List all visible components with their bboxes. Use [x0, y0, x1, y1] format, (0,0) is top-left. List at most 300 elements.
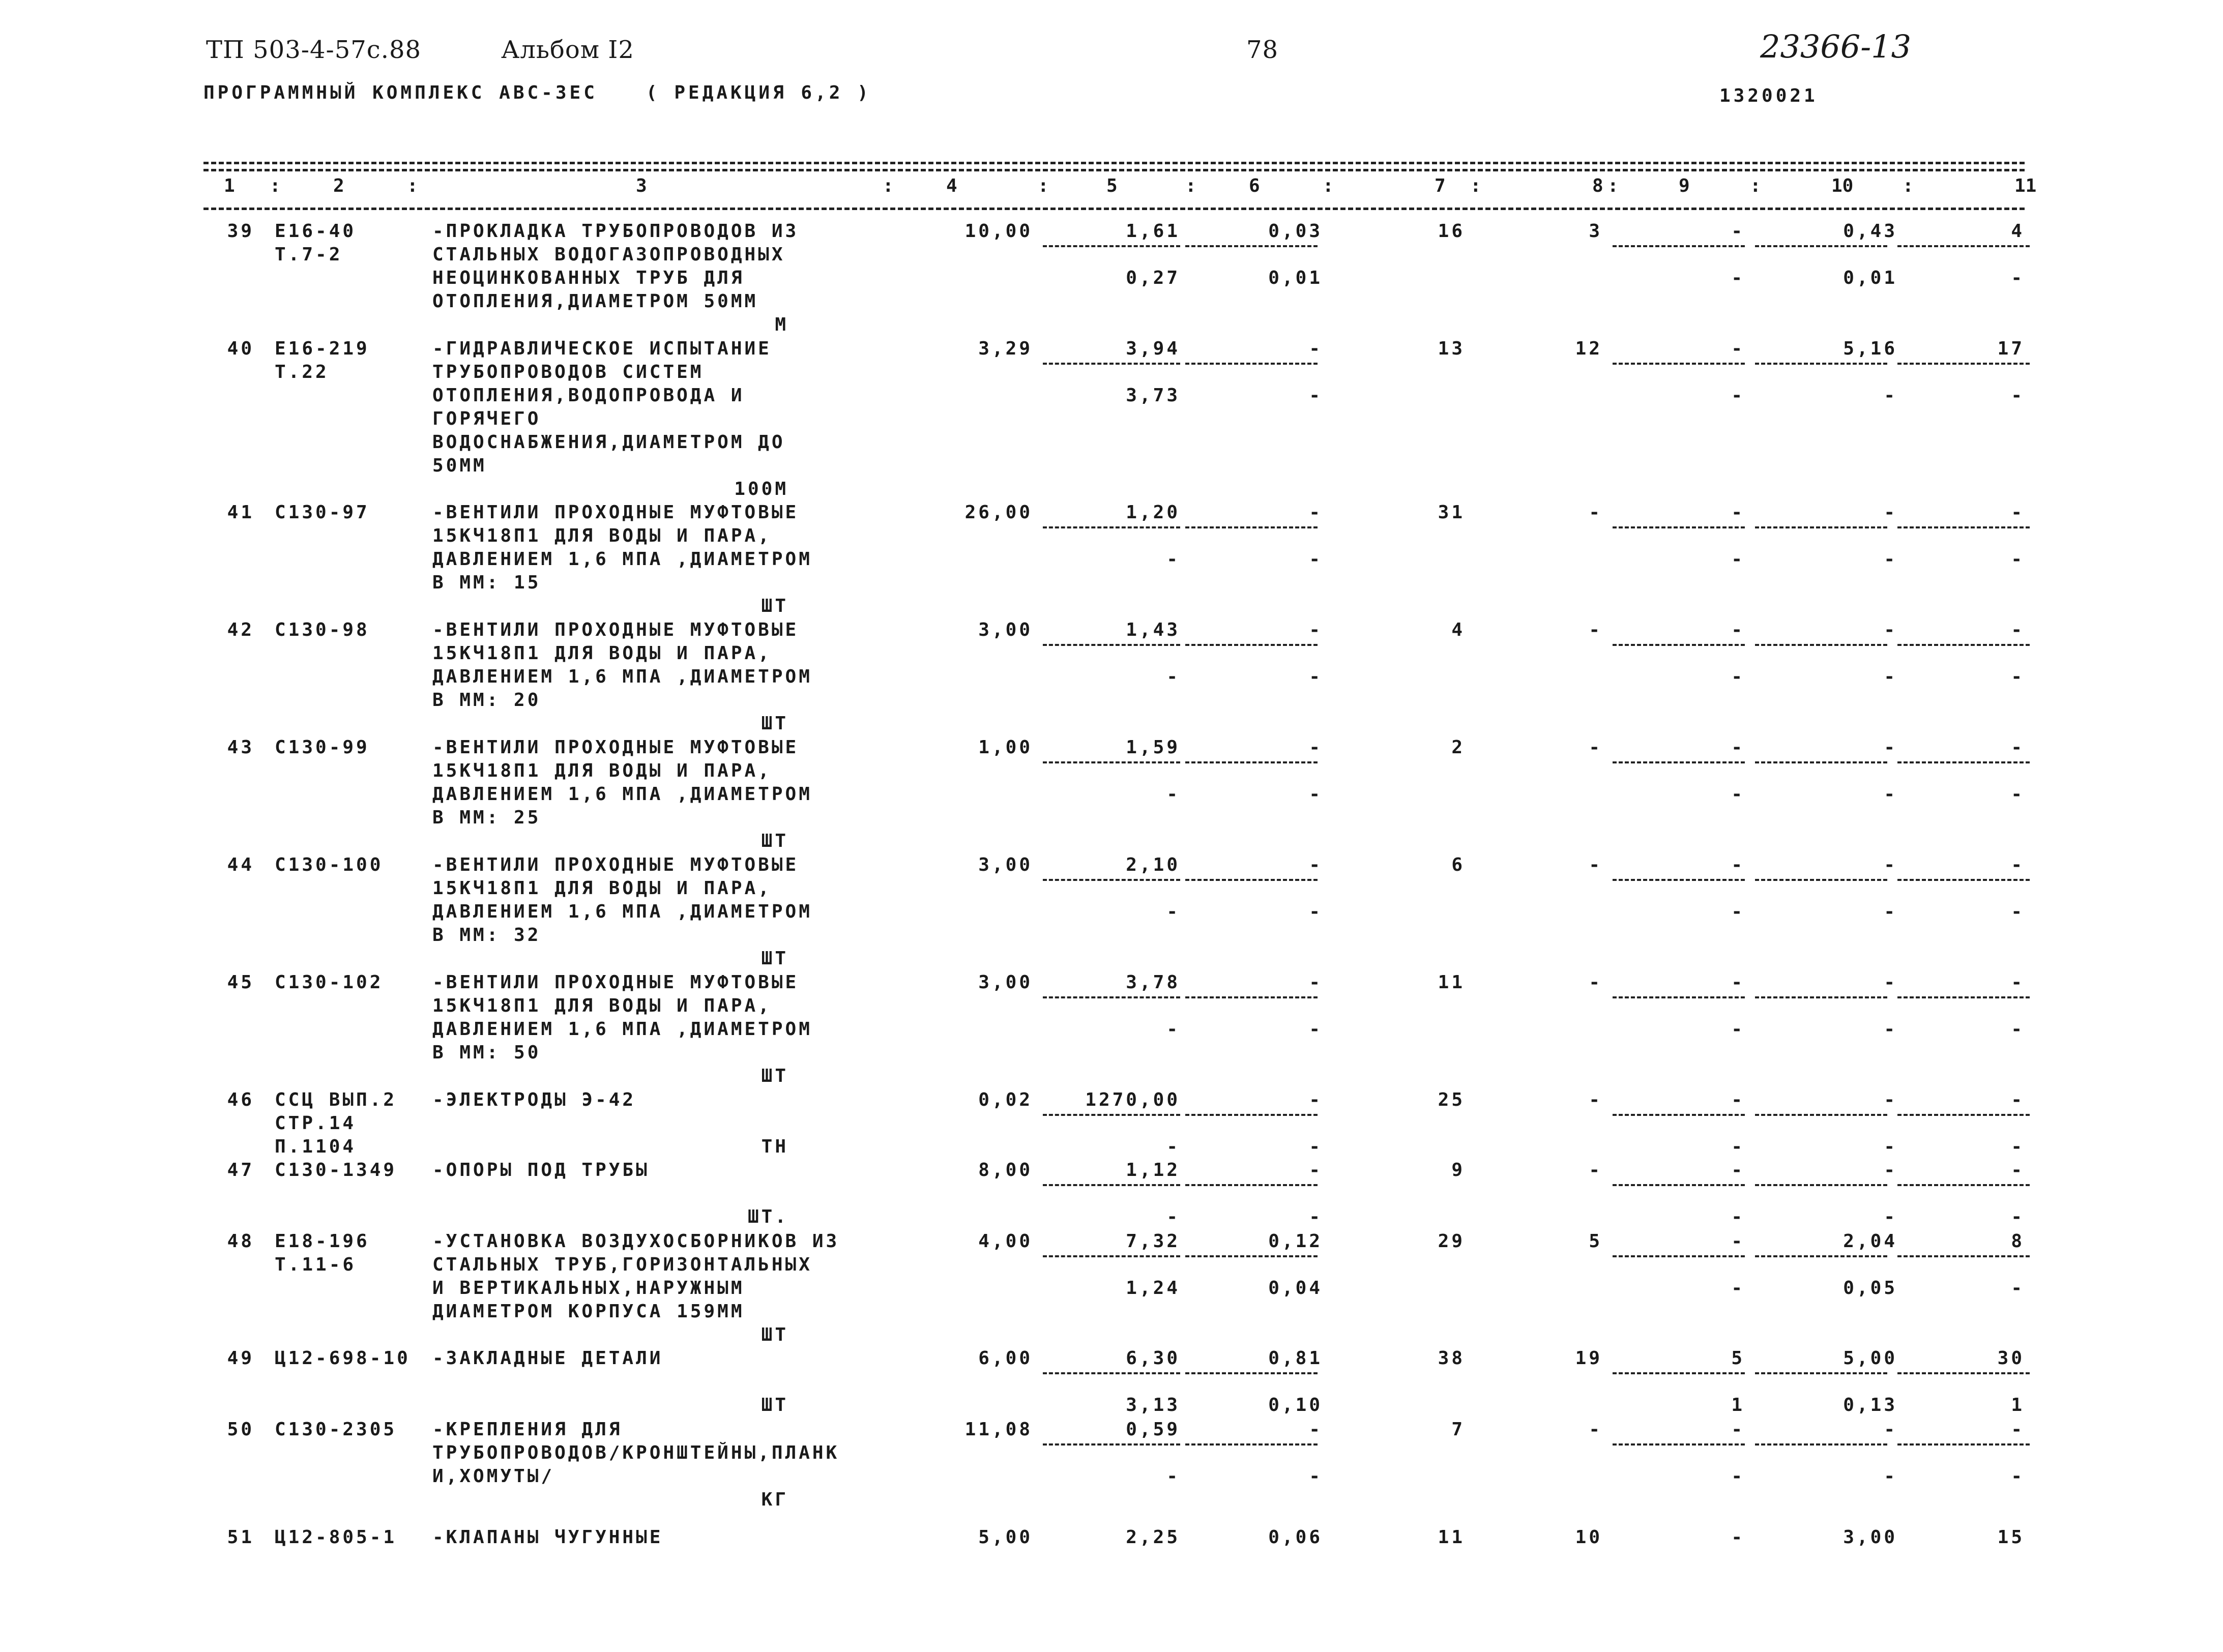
cell-col9: -	[1731, 1160, 1745, 1181]
row-description: -УСТАНОВКА ВОЗДУХОСБОРНИКОВ ИЗ	[432, 1231, 840, 1252]
row-description: -ЭЛЕКТРОДЫ Э-42	[432, 1089, 636, 1110]
row-unit: ШТ	[761, 713, 788, 734]
row-unit: ШТ	[761, 1066, 788, 1086]
row-description: ТРУБОПРОВОДОВ СИСТЕМ	[432, 362, 704, 382]
cell-col9: 5	[1731, 1348, 1745, 1369]
sub-row-divider	[1043, 1372, 1180, 1374]
cell-col11: 30	[1997, 1348, 2025, 1369]
row-description: ОТОПЛЕНИЯ,ДИАМЕТРОМ 50ММ	[432, 291, 758, 312]
row-description: -ВЕНТИЛИ ПРОХОДНЫЕ МУФТОВЫЕ	[432, 502, 799, 523]
cell-col8: -	[1589, 737, 1602, 758]
cell-col5: -	[1166, 549, 1180, 570]
row-description: ДИАМЕТРОМ КОРПУСА 159ММ	[432, 1301, 745, 1322]
cell-col10: 0,01	[1843, 268, 1897, 288]
cell-col10: -	[1884, 901, 1897, 922]
cell-col5: -	[1166, 1136, 1180, 1157]
row-number: 40	[227, 338, 254, 359]
row-description: СТАЛЬНЫХ ВОДОГАЗОПРОВОДНЫХ	[432, 244, 785, 265]
row-description: ДАВЛЕНИЕМ 1,6 МПА ,ДИАМЕТРОМ	[432, 666, 812, 687]
cell-col7: 31	[1438, 502, 1465, 523]
cell-col6: -	[1309, 549, 1323, 570]
cell-col11: -	[2011, 901, 2025, 922]
cell-quantity: 5,00	[978, 1527, 1033, 1548]
cell-col11: -	[2011, 502, 2025, 523]
column-separator: :	[1750, 175, 1761, 196]
cell-col10: -	[1884, 1019, 1897, 1040]
cell-col5: 7,32	[1126, 1231, 1180, 1252]
cell-col5: 0,27	[1126, 268, 1180, 288]
cell-col7: 2	[1451, 737, 1465, 758]
column-separator: :	[270, 175, 281, 196]
cell-col11: -	[2011, 1466, 2025, 1487]
sub-row-divider	[1755, 526, 1887, 528]
row-code: Т.11-6	[275, 1254, 357, 1275]
cell-col6: -	[1309, 901, 1323, 922]
sub-row-divider	[1897, 879, 2030, 881]
cell-col6: -	[1309, 1160, 1323, 1181]
row-unit: М	[775, 314, 788, 335]
cell-col5: 1,43	[1126, 620, 1180, 640]
row-code: Е16-40	[275, 221, 357, 242]
cell-col5: -	[1166, 1019, 1180, 1040]
sub-row-divider	[1185, 644, 1318, 646]
cell-col6: 0,10	[1268, 1395, 1323, 1415]
cell-col10: 0,43	[1843, 221, 1897, 242]
cell-col6: 0,03	[1268, 221, 1323, 242]
cell-col6: 0,04	[1268, 1278, 1323, 1299]
sub-row-divider	[1043, 644, 1180, 646]
sub-row-divider	[1185, 1184, 1318, 1186]
row-number: 41	[227, 502, 254, 523]
cell-col8: -	[1589, 1160, 1602, 1181]
header-bottom-rule	[203, 208, 2025, 210]
cell-col6: -	[1309, 972, 1323, 993]
cell-col5: 1,20	[1126, 502, 1180, 523]
sub-row-divider	[1613, 363, 1745, 365]
sub-row-divider	[1755, 1114, 1887, 1116]
cell-col11: 8	[2011, 1231, 2025, 1252]
column-separator: :	[1903, 175, 1914, 196]
cell-col6: -	[1309, 620, 1323, 640]
cell-col5: 1,61	[1126, 221, 1180, 242]
cell-col9: -	[1731, 1527, 1745, 1548]
row-code: Е18-196	[275, 1231, 370, 1252]
sub-row-divider	[1043, 363, 1180, 365]
cell-col9: -	[1731, 221, 1745, 242]
program-name: ПРОГРАММНЫЙ КОМПЛЕКС АВС-3ЕС	[203, 82, 598, 103]
sub-row-divider	[1613, 1184, 1745, 1186]
cell-col6: 0,12	[1268, 1231, 1323, 1252]
cell-col9: -	[1731, 901, 1745, 922]
cell-col6: -	[1309, 385, 1323, 406]
sub-row-divider	[1755, 879, 1887, 881]
sub-row-divider	[1897, 1372, 2030, 1374]
cell-col11: -	[2011, 1278, 2025, 1299]
cell-col9: 1	[1731, 1395, 1745, 1415]
row-code: С130-102	[275, 972, 384, 993]
sub-row-divider	[1043, 1255, 1180, 1257]
cell-col5: -	[1166, 666, 1180, 687]
row-description: ОТОПЛЕНИЯ,ВОДОПРОВОДА И	[432, 385, 745, 406]
cell-quantity: 1,00	[978, 737, 1033, 758]
album-label: Альбом I2	[501, 36, 634, 64]
cell-col8: -	[1589, 1089, 1602, 1110]
column-separator: :	[883, 175, 894, 196]
row-unit: ШТ	[761, 948, 788, 969]
cell-col11: -	[2011, 1089, 2025, 1110]
row-description: -ГИДРАВЛИЧЕСКОЕ ИСПЫТАНИЕ	[432, 338, 772, 359]
row-description: -КРЕПЛЕНИЯ ДЛЯ	[432, 1419, 623, 1440]
document-id: 1320021	[1719, 85, 1818, 106]
sub-row-divider	[1185, 245, 1318, 247]
row-description: ГОРЯЧЕГО	[432, 408, 541, 429]
cell-col10: -	[1884, 620, 1897, 640]
cell-col10: -	[1884, 854, 1897, 875]
row-description: В ММ: 15	[432, 572, 541, 593]
cell-col10: -	[1884, 502, 1897, 523]
cell-col9: -	[1731, 385, 1745, 406]
table-top-rule-2	[203, 169, 2025, 171]
cell-quantity: 3,00	[978, 972, 1033, 993]
row-code: Т.7-2	[275, 244, 343, 265]
row-unit: КГ	[761, 1489, 788, 1510]
sub-row-divider	[1897, 1114, 2030, 1116]
column-header-11: 11	[2014, 175, 2037, 196]
cell-col10: -	[1884, 1089, 1897, 1110]
cell-col11: -	[2011, 972, 2025, 993]
cell-col10: 2,04	[1843, 1231, 1897, 1252]
cell-col11: -	[2011, 784, 2025, 805]
sub-row-divider	[1755, 1184, 1887, 1186]
sub-row-divider	[1613, 644, 1745, 646]
cell-col7: 11	[1438, 1527, 1465, 1548]
sub-row-divider	[1897, 1184, 2030, 1186]
row-description: 15КЧ18П1 ДЛЯ ВОДЫ И ПАРА,	[432, 878, 772, 899]
column-header-2: 2	[333, 175, 344, 196]
cell-col11: 17	[1997, 338, 2025, 359]
sub-row-divider	[1755, 245, 1887, 247]
row-code: С130-97	[275, 502, 370, 523]
cell-col8: 19	[1575, 1348, 1602, 1369]
cell-col9: -	[1731, 1206, 1745, 1227]
row-description: НЕОЦИНКОВАННЫХ ТРУБ ДЛЯ	[432, 268, 745, 288]
cell-quantity: 4,00	[978, 1231, 1033, 1252]
cell-col5: -	[1166, 901, 1180, 922]
sub-row-divider	[1043, 996, 1180, 998]
cell-col9: -	[1731, 1278, 1745, 1299]
column-header-6: 6	[1249, 175, 1260, 196]
sub-row-divider	[1755, 363, 1887, 365]
column-header-7: 7	[1435, 175, 1446, 196]
row-description: 15КЧ18П1 ДЛЯ ВОДЫ И ПАРА,	[432, 995, 772, 1016]
cell-quantity: 8,00	[978, 1160, 1033, 1181]
cell-col9: -	[1731, 1466, 1745, 1487]
cell-col8: -	[1589, 502, 1602, 523]
row-number: 49	[227, 1348, 254, 1369]
cell-quantity: 0,02	[978, 1089, 1033, 1110]
row-unit: ШТ	[761, 1395, 788, 1415]
cell-col10: -	[1884, 1206, 1897, 1227]
row-description: -ВЕНТИЛИ ПРОХОДНЫЕ МУФТОВЫЕ	[432, 972, 799, 993]
row-number: 44	[227, 854, 254, 875]
sub-row-divider	[1755, 996, 1887, 998]
row-unit: ШТ	[761, 1324, 788, 1345]
sub-row-divider	[1613, 1114, 1745, 1116]
sub-row-divider	[1897, 1443, 2030, 1446]
cell-col5: 2,10	[1126, 854, 1180, 875]
column-separator: :	[1607, 175, 1619, 196]
cell-col10: -	[1884, 385, 1897, 406]
cell-col8: 3	[1589, 221, 1602, 242]
cell-col11: -	[2011, 549, 2025, 570]
row-description: -ЗАКЛАДНЫЕ ДЕТАЛИ	[432, 1348, 663, 1369]
cell-col7: 11	[1438, 972, 1465, 993]
cell-quantity: 10,00	[964, 221, 1033, 242]
sub-row-divider	[1185, 879, 1318, 881]
sub-row-divider	[1043, 761, 1180, 763]
sub-row-divider	[1185, 1443, 1318, 1446]
sub-row-divider	[1185, 761, 1318, 763]
sub-row-divider	[1613, 245, 1745, 247]
row-description: СТАЛЬНЫХ ТРУБ,ГОРИЗОНТАЛЬНЫХ	[432, 1254, 812, 1275]
sub-row-divider	[1185, 1114, 1318, 1116]
sub-row-divider	[1613, 1372, 1745, 1374]
row-number: 39	[227, 221, 254, 242]
column-header-1: 1	[224, 175, 235, 196]
row-description: -ВЕНТИЛИ ПРОХОДНЫЕ МУФТОВЫЕ	[432, 737, 799, 758]
cell-col5: 2,25	[1126, 1527, 1180, 1548]
row-unit: ТН	[761, 1136, 788, 1157]
column-header-9: 9	[1679, 175, 1690, 196]
row-unit: ШТ	[761, 596, 788, 616]
row-code: С130-100	[275, 854, 384, 875]
cell-col11: -	[2011, 1160, 2025, 1181]
cell-col11: -	[2011, 854, 2025, 875]
cell-col6: 0,01	[1268, 268, 1323, 288]
cell-col9: -	[1731, 502, 1745, 523]
cell-col5: -	[1166, 784, 1180, 805]
cell-col9: -	[1731, 784, 1745, 805]
row-description: В ММ: 25	[432, 807, 541, 828]
cell-col8: 12	[1575, 338, 1602, 359]
cell-col6: -	[1309, 338, 1323, 359]
cell-col7: 16	[1438, 221, 1465, 242]
column-header-8: 8	[1592, 175, 1603, 196]
cell-col9: -	[1731, 268, 1745, 288]
cell-col10: -	[1884, 737, 1897, 758]
row-code: Е16-219	[275, 338, 370, 359]
cell-col8: 5	[1589, 1231, 1602, 1252]
cell-col10: 5,00	[1843, 1348, 1897, 1369]
cell-col8: -	[1589, 854, 1602, 875]
row-description: -ВЕНТИЛИ ПРОХОДНЫЕ МУФТОВЫЕ	[432, 620, 799, 640]
row-number: 47	[227, 1160, 254, 1181]
page-number: 78	[1246, 36, 1279, 64]
cell-col6: -	[1309, 1089, 1323, 1110]
row-description: И ВЕРТИКАЛЬНЫХ,НАРУЖНЫМ	[432, 1278, 745, 1299]
cell-col7: 29	[1438, 1231, 1465, 1252]
sub-row-divider	[1043, 245, 1180, 247]
cell-col9: -	[1731, 549, 1745, 570]
sub-row-divider	[1185, 1372, 1318, 1374]
row-code: ССЦ ВЫП.2	[275, 1089, 397, 1110]
cell-col5: -	[1166, 1466, 1180, 1487]
row-description: ДАВЛЕНИЕМ 1,6 МПА ,ДИАМЕТРОМ	[432, 901, 812, 922]
sub-row-divider	[1613, 526, 1745, 528]
cell-quantity: 26,00	[964, 502, 1033, 523]
cell-col5: 1,59	[1126, 737, 1180, 758]
row-unit: ШТ.	[747, 1206, 788, 1227]
cell-col5: 1,12	[1126, 1160, 1180, 1181]
sub-row-divider	[1043, 526, 1180, 528]
cell-col6: 0,06	[1268, 1527, 1323, 1548]
cell-col11: -	[2011, 1419, 2025, 1440]
cell-col6: -	[1309, 737, 1323, 758]
handwritten-number: 23366-13	[1760, 28, 1912, 65]
cell-col6: -	[1309, 1136, 1323, 1157]
cell-col10: 5,16	[1843, 338, 1897, 359]
row-description: И,ХОМУТЫ/	[432, 1466, 555, 1487]
cell-col7: 9	[1451, 1160, 1465, 1181]
sub-row-divider	[1185, 526, 1318, 528]
sub-row-divider	[1897, 761, 2030, 763]
cell-col5: 3,94	[1126, 338, 1180, 359]
cell-col10: 0,05	[1843, 1278, 1897, 1299]
cell-quantity: 11,08	[964, 1419, 1033, 1440]
row-code: П.1104	[275, 1136, 357, 1157]
cell-col7: 38	[1438, 1348, 1465, 1369]
cell-col11: -	[2011, 268, 2025, 288]
cell-quantity: 6,00	[978, 1348, 1033, 1369]
row-code: Ц12-805-1	[275, 1527, 397, 1548]
row-code: СТР.14	[275, 1113, 357, 1134]
cell-col9: -	[1731, 1419, 1745, 1440]
cell-col11: -	[2011, 385, 2025, 406]
sub-row-divider	[1613, 996, 1745, 998]
cell-col6: -	[1309, 502, 1323, 523]
sub-row-divider	[1897, 644, 2030, 646]
cell-col9: -	[1731, 854, 1745, 875]
row-code: С130-98	[275, 620, 370, 640]
row-code: С130-1349	[275, 1160, 397, 1181]
row-description: ВОДОСНАБЖЕНИЯ,ДИАМЕТРОМ ДО	[432, 432, 785, 453]
cell-col5: 1270,00	[1085, 1089, 1180, 1110]
cell-col7: 6	[1451, 854, 1465, 875]
sub-row-divider	[1043, 1184, 1180, 1186]
cell-col11: -	[2011, 1019, 2025, 1040]
cell-col7: 13	[1438, 338, 1465, 359]
cell-col9: -	[1731, 1136, 1745, 1157]
cell-quantity: 3,29	[978, 338, 1033, 359]
row-code: С130-99	[275, 737, 370, 758]
cell-col10: -	[1884, 1466, 1897, 1487]
row-number: 46	[227, 1089, 254, 1110]
cell-col9: -	[1731, 1231, 1745, 1252]
sub-row-divider	[1755, 1255, 1887, 1257]
cell-col11: -	[2011, 1206, 2025, 1227]
cell-col7: 7	[1451, 1419, 1465, 1440]
row-number: 42	[227, 620, 254, 640]
column-separator: :	[1038, 175, 1049, 196]
sub-row-divider	[1613, 1255, 1745, 1257]
row-description: 15КЧ18П1 ДЛЯ ВОДЫ И ПАРА,	[432, 525, 772, 546]
row-description: В ММ: 20	[432, 690, 541, 711]
sub-row-divider	[1613, 761, 1745, 763]
cell-col6: -	[1309, 854, 1323, 875]
row-description: 15КЧ18П1 ДЛЯ ВОДЫ И ПАРА,	[432, 643, 772, 664]
cell-col6: -	[1309, 1466, 1323, 1487]
cell-col10: -	[1884, 1136, 1897, 1157]
column-separator: :	[407, 175, 418, 196]
cell-col11: -	[2011, 1136, 2025, 1157]
row-description: -ОПОРЫ ПОД ТРУБЫ	[432, 1160, 650, 1181]
column-header-10: 10	[1831, 175, 1854, 196]
cell-col10: -	[1884, 1160, 1897, 1181]
column-separator: :	[1470, 175, 1481, 196]
row-number: 50	[227, 1419, 254, 1440]
row-number: 45	[227, 972, 254, 993]
sub-row-divider	[1613, 879, 1745, 881]
cell-col10: -	[1884, 549, 1897, 570]
cell-col5: 0,59	[1126, 1419, 1180, 1440]
row-description: ДАВЛЕНИЕМ 1,6 МПА ,ДИАМЕТРОМ	[432, 1019, 812, 1040]
sub-row-divider	[1897, 526, 2030, 528]
cell-col8: -	[1589, 1419, 1602, 1440]
cell-col11: -	[2011, 666, 2025, 687]
sub-row-divider	[1897, 1255, 2030, 1257]
cell-col5: 6,30	[1126, 1348, 1180, 1369]
cell-col6: 0,81	[1268, 1348, 1323, 1369]
cell-col10: -	[1884, 666, 1897, 687]
cell-col10: -	[1884, 1419, 1897, 1440]
row-description: 15КЧ18П1 ДЛЯ ВОДЫ И ПАРА,	[432, 760, 772, 781]
column-separator: :	[1185, 175, 1196, 196]
sub-row-divider	[1755, 644, 1887, 646]
row-code: С130-2305	[275, 1419, 397, 1440]
cell-col10: 0,13	[1843, 1395, 1897, 1415]
cell-col5: 3,13	[1126, 1395, 1180, 1415]
cell-col9: -	[1731, 666, 1745, 687]
sub-row-divider	[1897, 363, 2030, 365]
row-description: -ВЕНТИЛИ ПРОХОДНЫЕ МУФТОВЫЕ	[432, 854, 799, 875]
cell-col6: -	[1309, 1419, 1323, 1440]
cell-col7: 4	[1451, 620, 1465, 640]
sub-row-divider	[1755, 1372, 1887, 1374]
column-separator: :	[1323, 175, 1334, 196]
sub-row-divider	[1185, 363, 1318, 365]
row-number: 51	[227, 1527, 254, 1548]
row-code: Т.22	[275, 362, 329, 382]
cell-col11: 1	[2011, 1395, 2025, 1415]
row-unit: 100М	[734, 479, 788, 499]
row-description: ДАВЛЕНИЕМ 1,6 МПА ,ДИАМЕТРОМ	[432, 549, 812, 570]
cell-col6: -	[1309, 784, 1323, 805]
cell-col5: 1,24	[1126, 1278, 1180, 1299]
cell-col8: -	[1589, 620, 1602, 640]
row-number: 48	[227, 1231, 254, 1252]
cell-quantity: 3,00	[978, 854, 1033, 875]
cell-col6: -	[1309, 1019, 1323, 1040]
sub-row-divider	[1043, 879, 1180, 881]
cell-col11: 15	[1997, 1527, 2025, 1548]
row-number: 43	[227, 737, 254, 758]
cell-col9: -	[1731, 1089, 1745, 1110]
column-header-4: 4	[946, 175, 957, 196]
sub-row-divider	[1043, 1114, 1180, 1116]
cell-col9: -	[1731, 737, 1745, 758]
row-unit: ШТ	[761, 831, 788, 851]
cell-col8: -	[1589, 972, 1602, 993]
